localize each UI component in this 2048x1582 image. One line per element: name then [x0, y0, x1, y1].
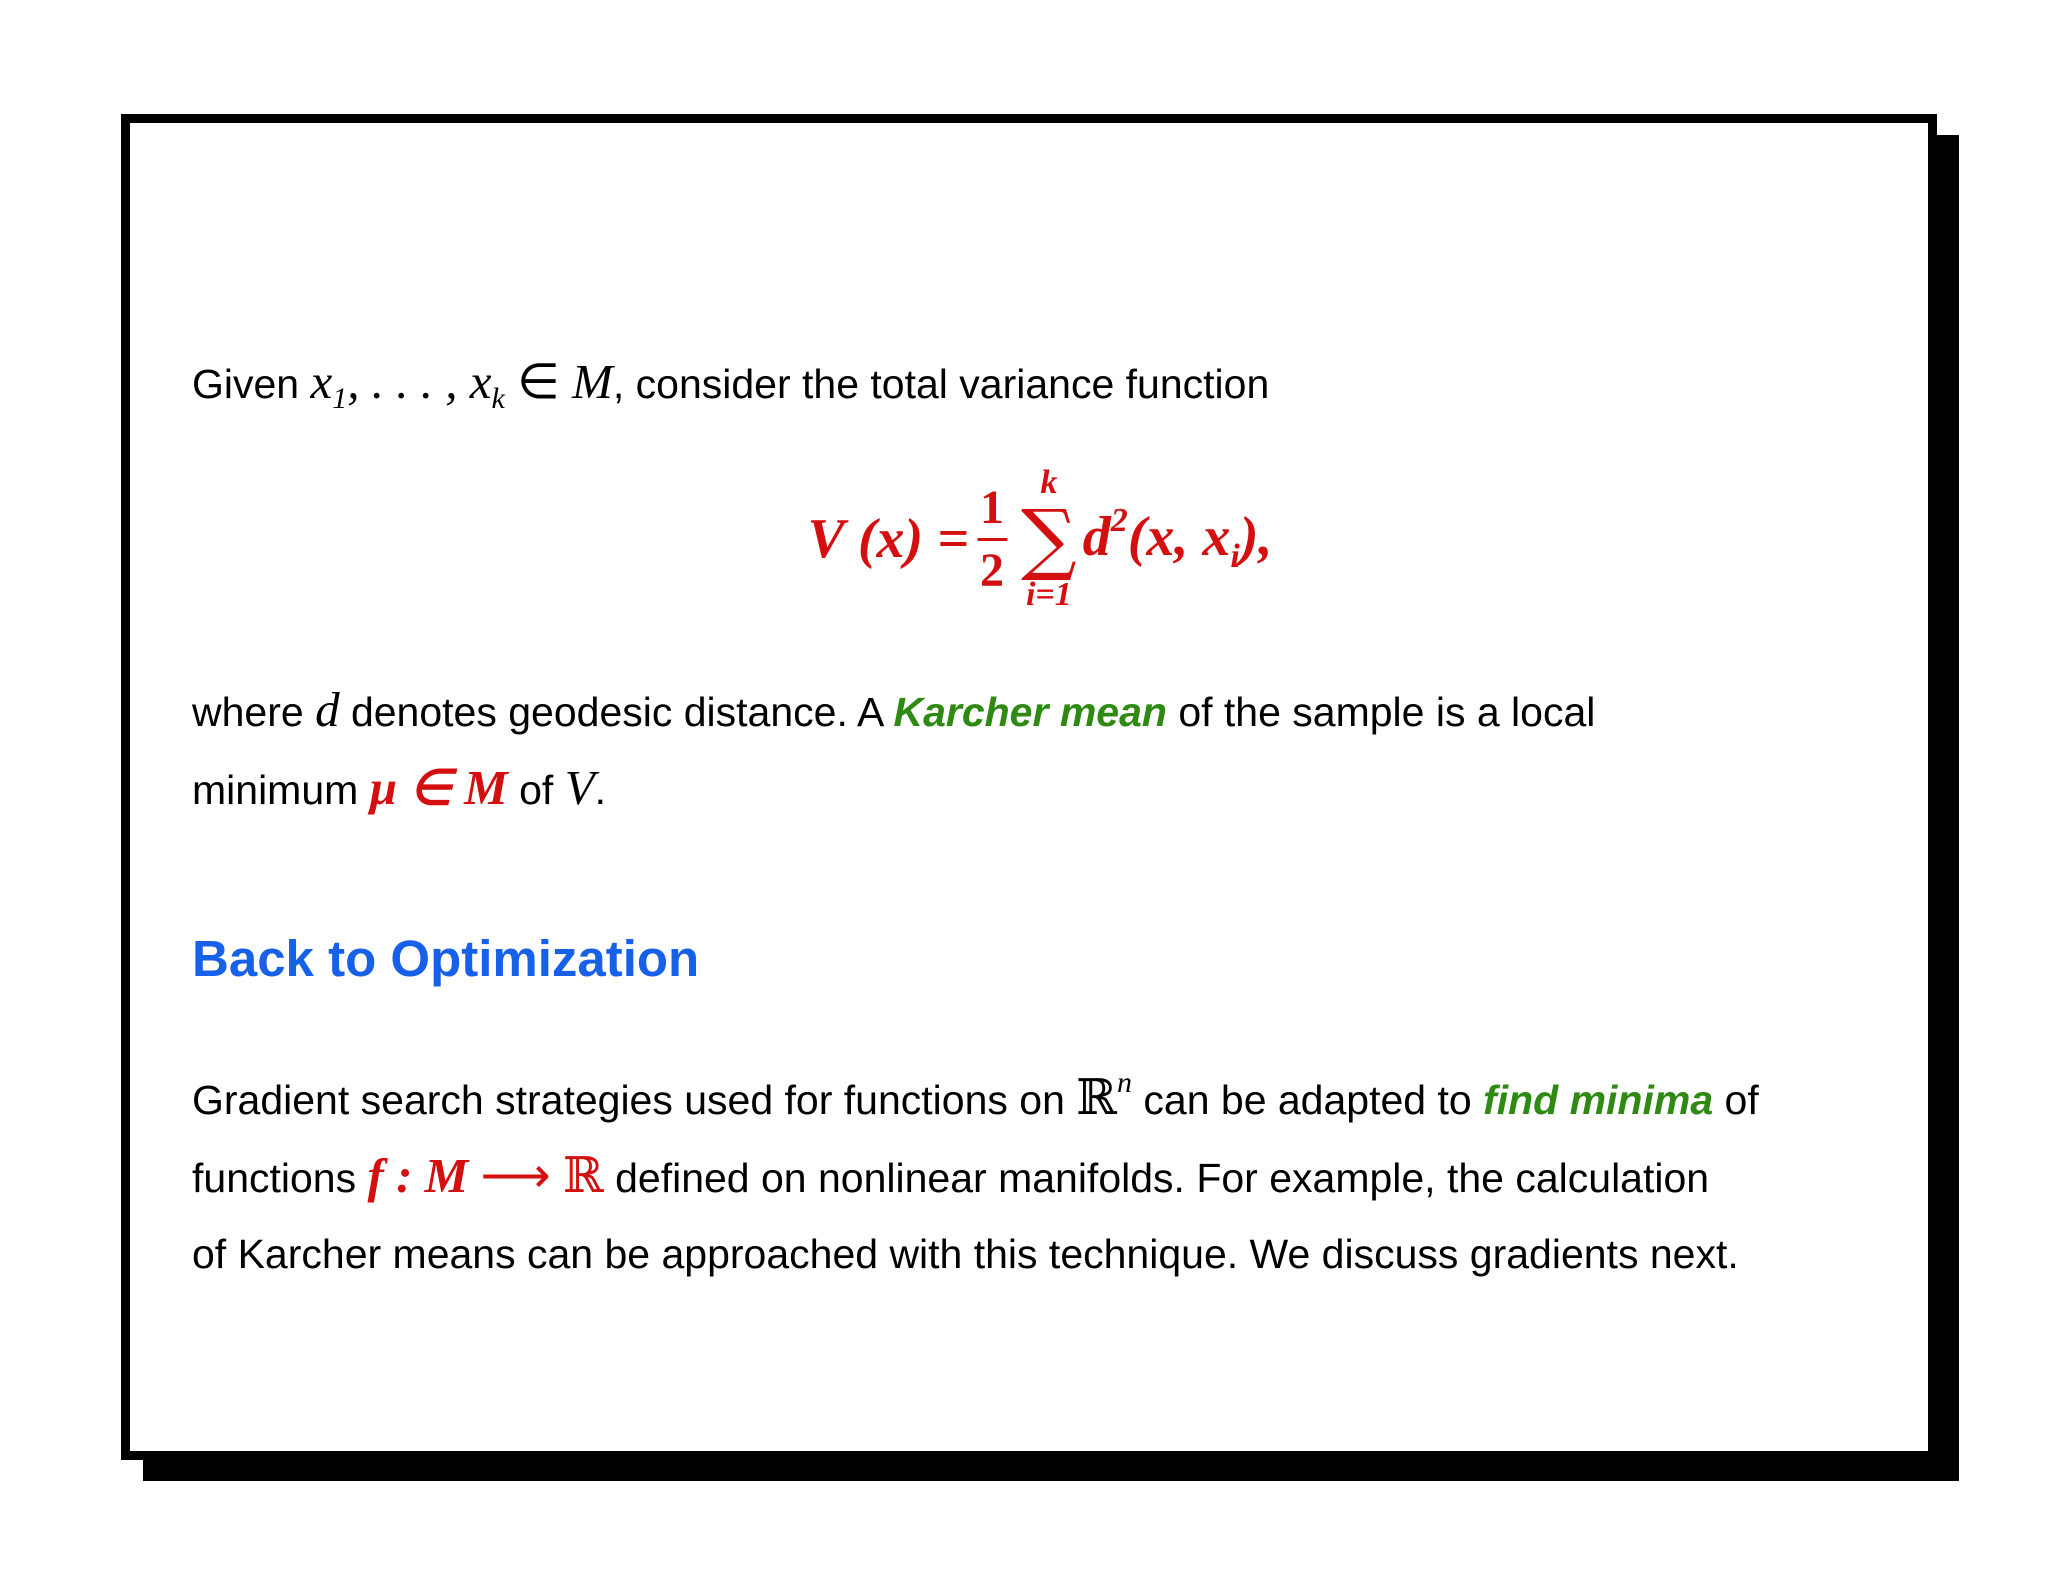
def-where: where: [192, 689, 316, 735]
intro-paragraph: [192, 344, 1888, 422]
sigma-symbol: ∑: [1021, 494, 1077, 584]
intro-rest: , consider the total variance function: [612, 361, 1270, 407]
fraction-half: [977, 480, 1007, 597]
section-heading: Back to Optimization: [192, 930, 700, 987]
slide-content: [192, 344, 1888, 1292]
def-V: V: [564, 760, 595, 815]
set-M: M: [572, 354, 613, 409]
fraction-denominator: 2: [980, 543, 1005, 597]
karcher-mean-term: Karcher mean: [893, 689, 1167, 735]
Rn-R: ℝ: [1076, 1069, 1117, 1126]
sub-1: 1: [332, 382, 348, 415]
def-period: .: [594, 767, 607, 813]
para2-line1-a: Gradient search strategies used for functions on: [192, 1077, 1077, 1123]
var-x: x: [310, 354, 333, 409]
var-dots: , . . . , x: [347, 354, 492, 409]
summand-close: ),: [1239, 506, 1273, 568]
codomain-R: ℝ: [562, 1147, 604, 1204]
equation-lhs: V (x) =: [807, 508, 970, 570]
find-minima-term: find minima: [1483, 1077, 1714, 1123]
summand-d: d: [1082, 506, 1111, 568]
sum-lower-limit: i=1: [1025, 576, 1072, 613]
Rn-exponent: n: [1117, 1066, 1132, 1099]
para2-line1-b: can be adapted to: [1132, 1077, 1484, 1123]
summand: [1083, 502, 1273, 576]
def-d: d: [315, 682, 340, 737]
summand-sub-i: i: [1230, 538, 1240, 575]
func-f: f : M: [367, 1148, 469, 1203]
sum-upper-limit: k: [1040, 464, 1058, 501]
Rn-symbol: [1076, 1066, 1132, 1126]
intro-vars: [310, 354, 613, 415]
variance-equation: [192, 434, 1888, 664]
para2-line3: of Karcher means can be approached with this technique. We discuss gradients next.: [192, 1231, 1739, 1277]
summand-exponent: 2: [1110, 502, 1128, 539]
summation: [1021, 464, 1077, 614]
definition-paragraph: [192, 672, 1888, 828]
fraction-bar: [977, 538, 1007, 541]
def-local: of the sample is a local: [1166, 689, 1596, 735]
summand-args: (x, x: [1127, 506, 1231, 568]
para2-line2-b: defined on nonlinear manifolds. For example, the calculation: [603, 1155, 1710, 1201]
slide-frame: [121, 114, 1937, 1460]
def-minimum: minimum: [192, 767, 370, 813]
in-symbol: ∈: [504, 354, 573, 409]
arrow-symbol: ⟶: [468, 1148, 563, 1203]
sub-k: k: [491, 382, 505, 415]
fraction-numerator: 1: [980, 480, 1005, 534]
def-of: of: [507, 767, 565, 813]
optimization-paragraph: [192, 1060, 1888, 1292]
def-denotes: denotes geodesic distance. A: [339, 689, 894, 735]
para2-line2-a: functions: [192, 1155, 368, 1201]
para2-line1-c: of: [1713, 1077, 1759, 1123]
equation-body: [808, 464, 1273, 614]
intro-given: Given: [192, 361, 300, 407]
def-mu: μ ∈ M: [369, 760, 508, 815]
